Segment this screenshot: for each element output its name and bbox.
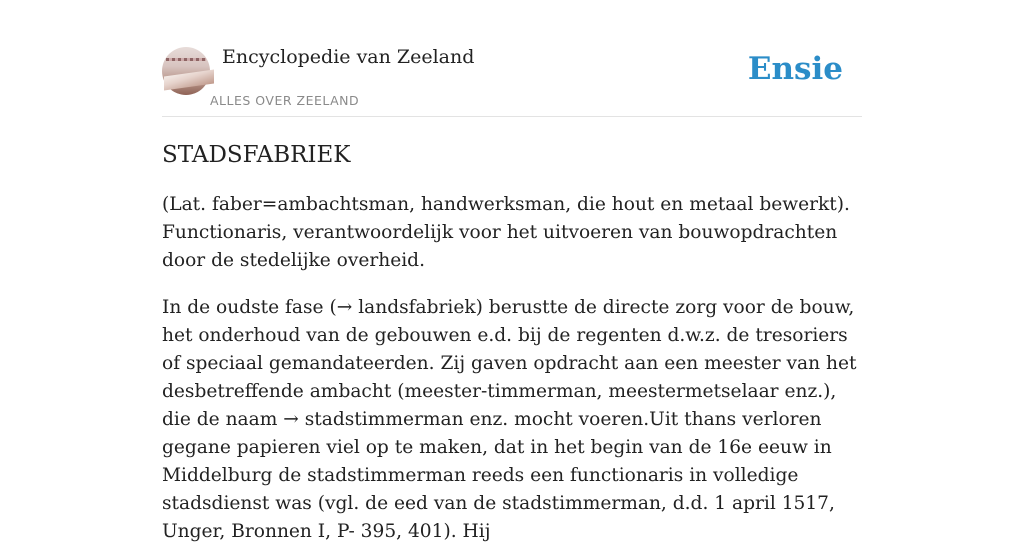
site-avatar[interactable] [162, 47, 210, 95]
site-subtitle: ALLES OVER ZEELAND [210, 93, 360, 108]
avatar-shelf-graphic [166, 58, 206, 61]
avatar-book-graphic [164, 69, 214, 90]
article-paragraph: (Lat. faber=ambachtsman, handwerksman, die hout en metaal bewerkt). Functionaris, verantwoordelijk voor het uitvoeren van bouwopdrachten door de stedelijke overheid. [162, 194, 850, 271]
ensie-logo[interactable]: Ensie [747, 51, 843, 87]
article-title: STADSFABRIEK [162, 142, 351, 168]
site-header [162, 44, 862, 117]
article-paragraph: In de oudste fase (→ landsfabriek) berustte de directe zorg voor de bouw, het onderhoud van de gebouwen e.d. bij de regenten d.w.z. de tresoriers of speciaal gemandateerden. Zij gaven opdracht aan een meester van het desbetreffende ambacht (meester-timmerman, meestermetselaar enz.), die de naam → stadstimmerman enz. mocht voeren.Uit thans verloren gegane papieren viel op te maken, dat in het begin van de 16e eeuw in Middelburg de stadstimmerman reeds een functionaris in volledige stadsdienst was (vgl. de eed van de stadstimmerman, d.d. 1 april 1517, Unger, Bronnen I, P- 395, 401). Hij [162, 297, 857, 542]
site-title[interactable]: Encyclopedie van Zeeland [222, 46, 475, 68]
article [162, 140, 867, 546]
